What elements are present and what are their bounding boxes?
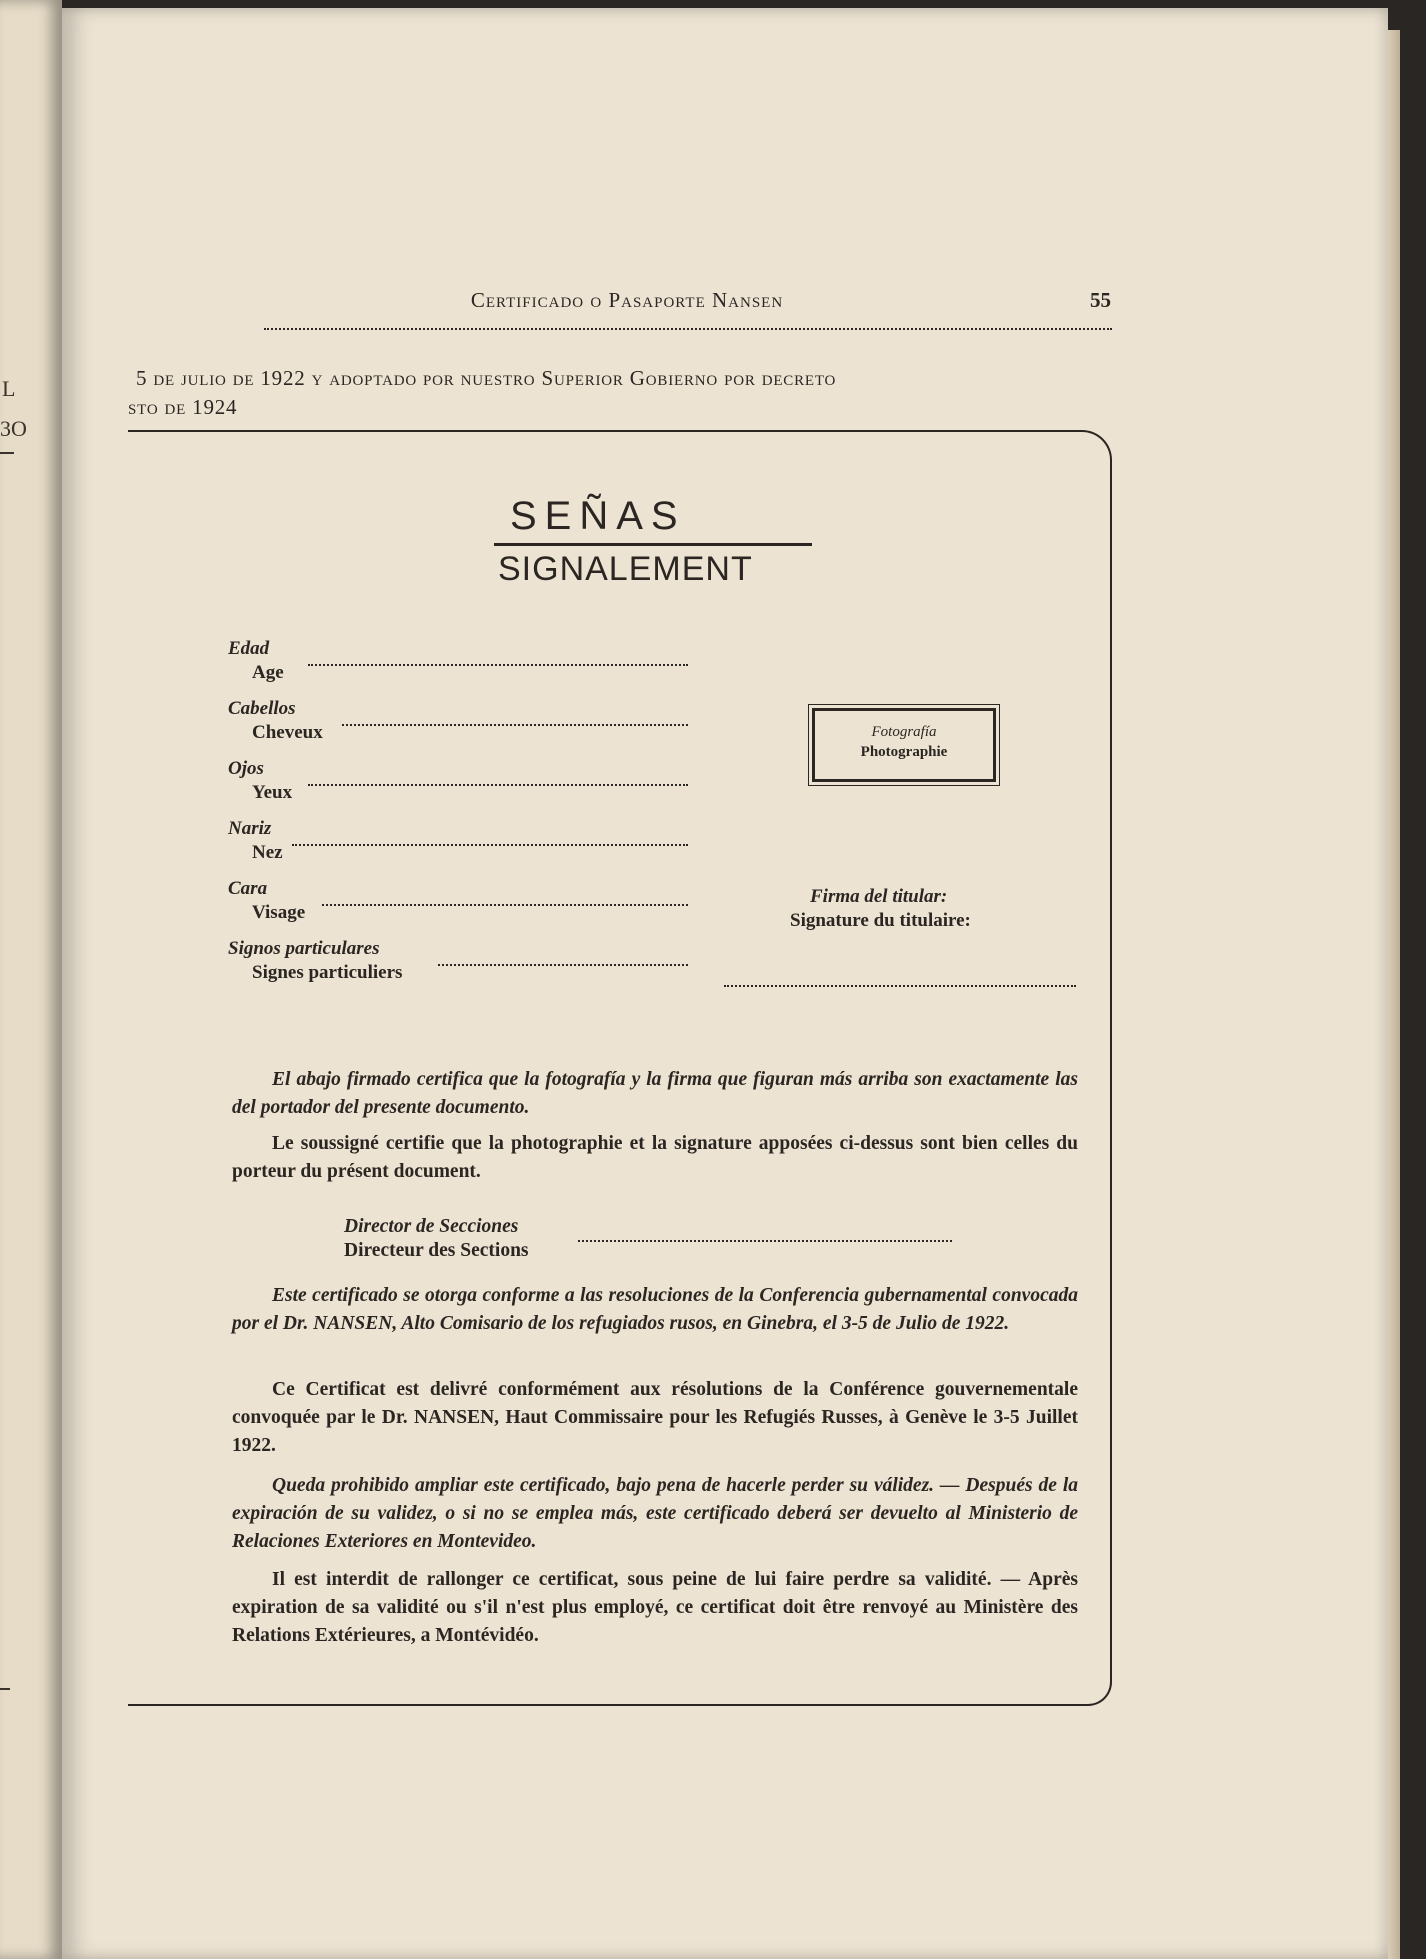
field-age — [228, 638, 688, 698]
page-number: 55 — [1090, 288, 1111, 312]
field-label-es: Edad — [228, 638, 270, 659]
signature-line[interactable] — [724, 985, 1076, 987]
certification-text-fr: Le soussigné certifie que la photographie et la signature apposées ci-dessus sont bien celles du porteur du présent document. — [232, 1133, 1078, 1182]
field-label-fr: Age — [252, 662, 284, 683]
field-hair — [228, 698, 688, 758]
facing-page-fragment: 3O — [0, 416, 27, 441]
field-label-es: Ojos — [228, 758, 264, 779]
prohibition-text-es: Queda prohibido ampliar este certificado, bajo pena de hacerle perder su válidez. — Después de la expiración de su validez, o si no se emplea más, este certificado deberá ser devuelto al Ministerio de Relaciones Exteriores en Montevideo. — [232, 1475, 1078, 1552]
facing-page-rule — [0, 1688, 10, 1690]
field-blank-line[interactable] — [308, 664, 688, 666]
issuance-text-es: Este certificado se otorga conforme a las resoluciones de la Conferencia gubernamental convocada por el Dr. NANSEN, Alto Comisario de los refugiados rusos, en Ginebra, el 3-5 de Julio de 1922. — [232, 1285, 1078, 1334]
field-label-fr: Signes particuliers — [252, 962, 403, 983]
signature-label-es: Firma del titular: — [810, 886, 948, 907]
field-blank-line[interactable] — [308, 784, 688, 786]
photo-label-fr: Photographie — [860, 744, 948, 760]
field-blank-line[interactable] — [342, 724, 688, 726]
intro-text — [128, 364, 1118, 422]
field-nose — [228, 818, 688, 878]
page-edge-stack — [1388, 30, 1400, 1959]
director-label-es: Director de Secciones — [344, 1216, 519, 1237]
field-blank-line[interactable] — [438, 964, 688, 966]
issuance-text-fr: Ce Certificat est delivré conformément aux résolutions de la Conférence gouvernementale convoquée par le Dr. NANSEN, Haut Commissaire pour les Refugiés Russes, à Genève le 3-5 Juillet 1922. — [232, 1379, 1078, 1456]
running-header-title: Certificado o Pasaporte Nansen — [470, 288, 784, 312]
field-label-es: Signos particulares — [228, 938, 380, 959]
certification-text-es: El abajo firmado certifica que la fotografía y la firma que figuran más arriba son exactamente las del portador del presente documento. — [232, 1069, 1078, 1118]
signature-label-fr: Signature du titulaire: — [790, 910, 971, 931]
running-header — [203, 288, 1111, 324]
facing-page-edge — [0, 0, 62, 1959]
director-signature-line[interactable] — [578, 1240, 952, 1242]
title-underline — [494, 543, 812, 546]
facing-page-fragment: L — [2, 376, 16, 401]
photo-box[interactable] — [812, 708, 996, 782]
field-label-es: Nariz — [228, 818, 272, 839]
field-label-fr: Yeux — [252, 782, 293, 803]
prohibition-text-fr: Il est interdit de rallonger ce certificat, sous peine de lui faire perdre sa validité. — Après expiration de sa validité ou s'il n'est plus employé, ce certificat doit être renvoyé au Ministère des Relations Extérieures, a Montévidéo. — [232, 1569, 1078, 1646]
field-blank-line[interactable] — [292, 844, 688, 846]
header-divider — [264, 328, 1112, 330]
field-face — [228, 878, 688, 938]
field-particular-signs — [228, 938, 688, 998]
field-label-es: Cara — [228, 878, 268, 899]
field-label-fr: Cheveux — [252, 722, 323, 743]
intro-line: 5 de julio de 1922 y adoptado por nuestro Superior Gobierno por decreto — [136, 366, 837, 390]
form-title-fr: SIGNALEMENT — [498, 550, 753, 588]
facing-page-rule — [0, 452, 14, 454]
photo-label-es: Fotografía — [871, 724, 937, 740]
form-title-es: SEÑAS — [510, 494, 686, 538]
field-label-es: Cabellos — [228, 698, 296, 719]
field-label-fr: Visage — [252, 902, 306, 923]
field-eyes — [228, 758, 688, 818]
director-label-fr: Directeur des Sections — [344, 1240, 529, 1261]
intro-line: sto de 1924 — [128, 395, 238, 419]
field-blank-line[interactable] — [322, 904, 688, 906]
field-label-fr: Nez — [252, 842, 283, 863]
